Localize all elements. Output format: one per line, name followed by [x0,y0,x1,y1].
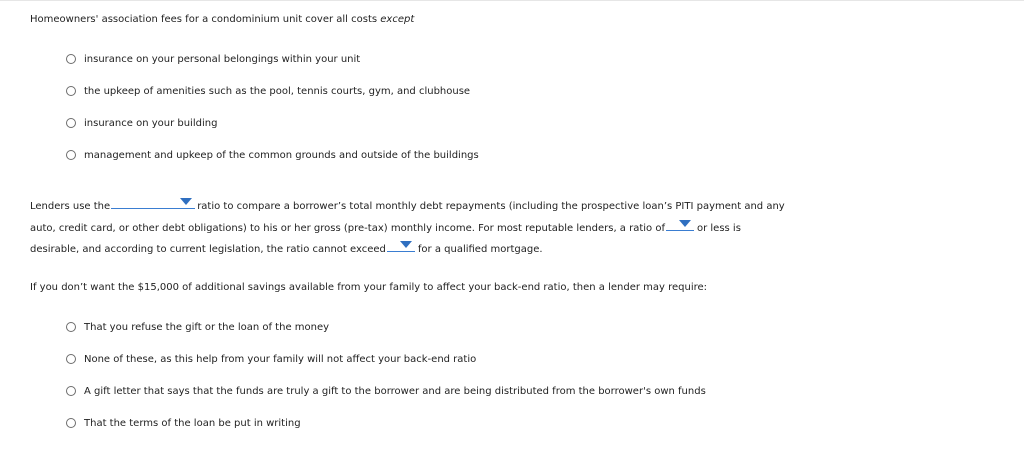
q2-line-2-end: or less is [696,223,741,234]
q3-option-1-label: That you refuse the gift or the loan of the money [84,321,330,333]
q1-option-4-label: management and upkeep of the common grounds and outside of the buildings [84,149,479,161]
q1-option-3[interactable] [66,116,217,130]
radio-button[interactable] [66,418,76,428]
radio-button[interactable] [66,118,76,128]
q1-option-1[interactable] [66,52,360,66]
q2-line-2 [30,218,741,234]
q3-option-3-label: A gift letter that says that the funds are truly a gift to the borrower and are being distributed from the borrower's own funds [84,385,706,397]
radio-button[interactable] [66,386,76,396]
radio-button[interactable] [66,322,76,332]
radio-button[interactable] [66,54,76,64]
ratio-type-dropdown[interactable] [111,196,195,209]
q1-option-2-label: the upkeep of amenities such as the pool, tennis courts, gym, and clubhouse [84,85,471,97]
q1-option-2[interactable] [66,84,470,98]
radio-button[interactable] [66,354,76,364]
q1-option-3-label: insurance on your building [84,117,218,129]
q2-line-1-end: ratio to compare a borrower’s total monthly debt repayments (including the prospective loan’s PITI payment and any [197,201,785,212]
top-divider [0,0,1024,1]
ratio-limit-dropdown[interactable] [387,239,415,252]
q2-line-3 [30,239,543,255]
radio-button[interactable] [66,150,76,160]
ratio-threshold-dropdown[interactable] [666,218,694,231]
q3-option-4[interactable] [66,416,301,430]
q2-line-3-start: desirable, and according to current legislation, the ratio cannot exceed [30,244,386,255]
q1-option-1-label: insurance on your personal belongings within your unit [84,53,361,65]
dropdown-caret-icon [400,241,412,248]
question-3-prompt: If you don’t want the $15,000 of additional savings available from your family to affect your back-end ratio, then a lender may require: [30,282,708,293]
radio-button[interactable] [66,86,76,96]
dropdown-caret-icon [180,198,192,205]
q3-option-3[interactable] [66,384,706,398]
q1-option-4[interactable] [66,148,479,162]
q2-line-1 [30,196,785,212]
q2-line-3-end: for a qualified mortgage. [417,244,543,255]
question-1-prompt-emphasis: except [380,14,415,25]
question-1-prompt [30,14,414,25]
q3-option-2[interactable] [66,352,476,366]
q3-option-4-label: That the terms of the loan be put in writing [84,417,301,429]
dropdown-caret-icon [679,220,691,227]
q2-line-1-start: Lenders use the [30,201,111,212]
q3-option-1[interactable] [66,320,329,334]
question-1-prompt-text: Homeowners' association fees for a condominium unit cover all costs [30,14,381,25]
q2-line-2-start: auto, credit card, or other debt obligations) to his or her gross (pre-tax) monthly income. For most reputable lenders, a ratio of [30,223,665,234]
q3-option-2-label: None of these, as this help from your family will not affect your back-end ratio [84,353,477,365]
